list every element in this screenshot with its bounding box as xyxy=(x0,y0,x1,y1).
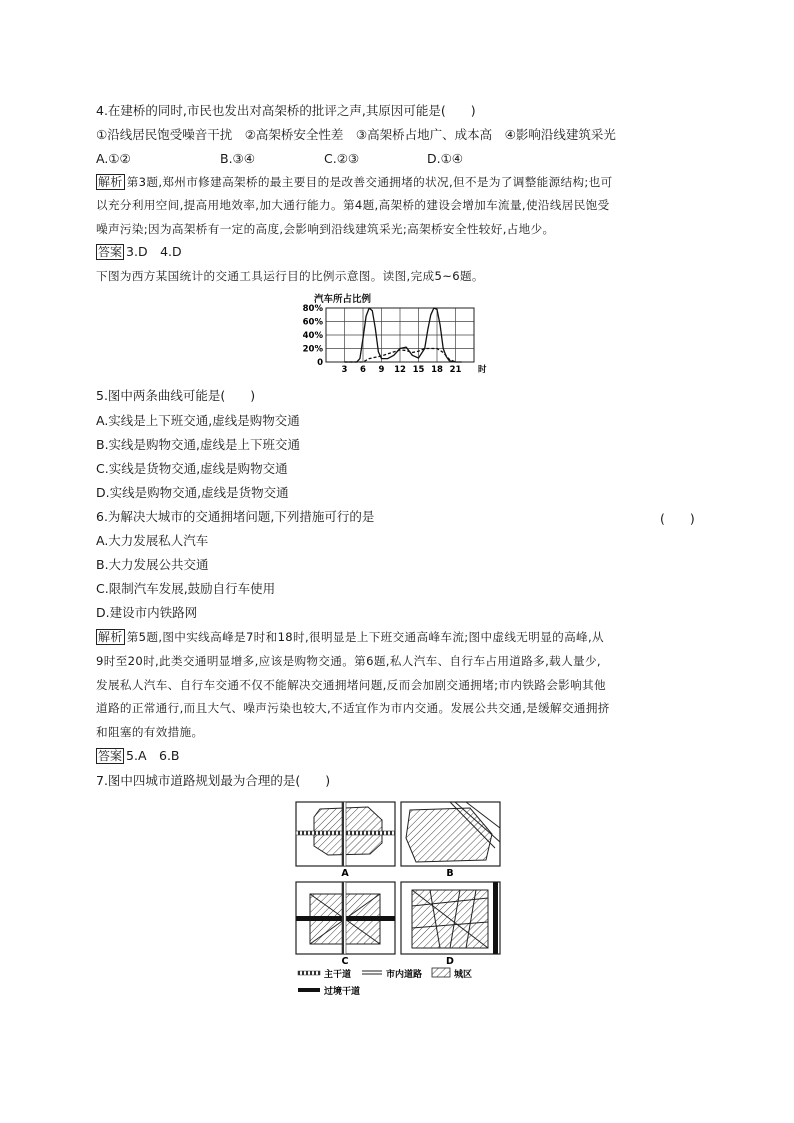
x-tick-label: 15 xyxy=(412,365,425,375)
q4-options xyxy=(96,151,463,167)
q5-option-d[interactable]: D.实线是购物交通,虚线是货物交通 xyxy=(96,485,289,500)
legend-city-road: 市内道路 xyxy=(386,970,423,980)
q6-option-d[interactable]: D.建设市内铁路网 xyxy=(96,605,198,620)
x-tick-label: 12 xyxy=(394,365,406,375)
analysis34-line-2: 以充分利用空间,提高用地效率,加大通行能力。第4题,高架桥的建设会增加车流量,使沿线居民饱受 xyxy=(96,198,610,212)
q5-option-c[interactable]: C.实线是货物交通,虚线是购物交通 xyxy=(96,461,288,476)
q5-option-b[interactable]: B.实线是购物交通,虚线是上下班交通 xyxy=(96,437,301,452)
panel-b[interactable] xyxy=(401,802,500,879)
q4-reasons: ①沿线居民饱受噪音干扰 ②高架桥安全性差 ③高架桥占地广、成本高 ④影响沿线建筑采光 xyxy=(96,127,616,142)
chart-grid xyxy=(326,308,474,362)
x-tick-label: 21 xyxy=(449,365,462,375)
legend-urban-area: 城区 xyxy=(454,970,473,980)
q6-paren: ( ) xyxy=(660,511,695,526)
q5-stem: 5.图中两条曲线可能是( ) xyxy=(96,388,256,403)
answer-label: 答案 xyxy=(98,245,123,259)
panel-c-label: C xyxy=(341,956,349,967)
x-tick-label: 18 xyxy=(431,365,443,375)
q4-stem: 4.在建桥的同时,市民也发出对高架桥的批评之声,其原因可能是( ) xyxy=(96,103,476,118)
q4-option-a[interactable]: A.①② xyxy=(96,151,131,166)
city-road-plans-figure xyxy=(290,798,510,1002)
y-tick-label: 40% xyxy=(302,331,323,341)
q4-option-c[interactable]: C.②③ xyxy=(324,151,360,166)
x-axis-label: 时 xyxy=(478,365,487,375)
y-tick-label: 60% xyxy=(302,317,323,328)
intro56: 下图为西方某国统计的交通工具运行目的比例示意图。读图,完成5~6题。 xyxy=(96,269,484,283)
legend-main-road: 主干道 xyxy=(324,970,352,980)
analysis56-line-1: 解析 第5题,图中实线高峰是7时和18时,很明显是上下班交通高峰车流;图中虚线无明显的高峰,从 xyxy=(98,630,604,644)
y-tick-label: 20% xyxy=(302,344,323,355)
chart-ticks xyxy=(303,304,487,375)
q4-option-b[interactable]: B.③④ xyxy=(220,151,255,166)
answer56: 答案 5.A 6.B xyxy=(98,748,180,763)
x-tick-label: 6 xyxy=(360,365,366,375)
y-tick-label: 80% xyxy=(302,304,323,314)
analysis56-line-3: 发展私人汽车、自行车交通不仅不能解决交通拥堵问题,反而会加剧交通拥堵;市内铁路会影响其他 xyxy=(96,678,606,692)
answer34: 答案 3.D 4.D xyxy=(98,244,182,259)
analysis34-line-1: 解析 第3题,郑州市修建高架桥的最主要目的是改善交通拥堵的状况,但不是为了调整能源结构;也可 xyxy=(98,175,613,189)
legend-transit-road: 过境干道 xyxy=(324,987,361,997)
q6-option-c[interactable]: C.限制汽车发展,鼓励自行车使用 xyxy=(96,581,276,596)
figure-legend xyxy=(298,968,472,997)
panel-c[interactable] xyxy=(296,882,395,967)
panel-a-label: A xyxy=(341,868,349,879)
x-tick-label: 3 xyxy=(341,365,348,375)
panel-d-label: D xyxy=(446,956,454,967)
analysis56-line-2: 9时至20时,此类交通明显增多,应该是购物交通。第6题,私人汽车、自行车占用道路多,载人量少, xyxy=(96,654,601,668)
analysis-label: 解析 xyxy=(98,175,123,189)
analysis-label: 解析 xyxy=(98,630,123,644)
q6-option-a[interactable]: A.大力发展私人汽车 xyxy=(96,533,209,548)
x-tick-label: 9 xyxy=(378,365,385,375)
q6-option-b[interactable]: B.大力发展公共交通 xyxy=(96,557,209,572)
q7-stem: 7.图中四城市道路规划最为合理的是( ) xyxy=(96,773,331,788)
panel-a[interactable] xyxy=(296,802,395,879)
traffic-purpose-chart xyxy=(296,290,496,382)
panel-d[interactable] xyxy=(401,882,500,967)
y-tick-label: 0 xyxy=(317,358,323,368)
answer-label: 答案 xyxy=(98,749,123,763)
analysis56-line-5: 和阻塞的有效措施。 xyxy=(96,725,204,739)
panel-b-label: B xyxy=(446,868,454,879)
q6-stem: 6.为解决大城市的交通拥堵问题,下列措施可行的是 xyxy=(96,509,375,524)
analysis56-line-4: 道路的正常通行,而且大气、噪声污染也较大,不适宜作为市内交通。发展公共交通,是缓解交通拥挤 xyxy=(96,701,610,715)
analysis34-line-3: 噪声污染;因为高架桥有一定的高度,会影响到沿线建筑采光;高架桥安全性较好,占地少。 xyxy=(96,222,555,236)
chart-title: 汽车所占比例 xyxy=(314,294,372,305)
q5-option-a[interactable]: A.实线是上下班交通,虚线是购物交通 xyxy=(96,413,300,428)
q4-option-d[interactable]: D.①④ xyxy=(427,151,464,166)
